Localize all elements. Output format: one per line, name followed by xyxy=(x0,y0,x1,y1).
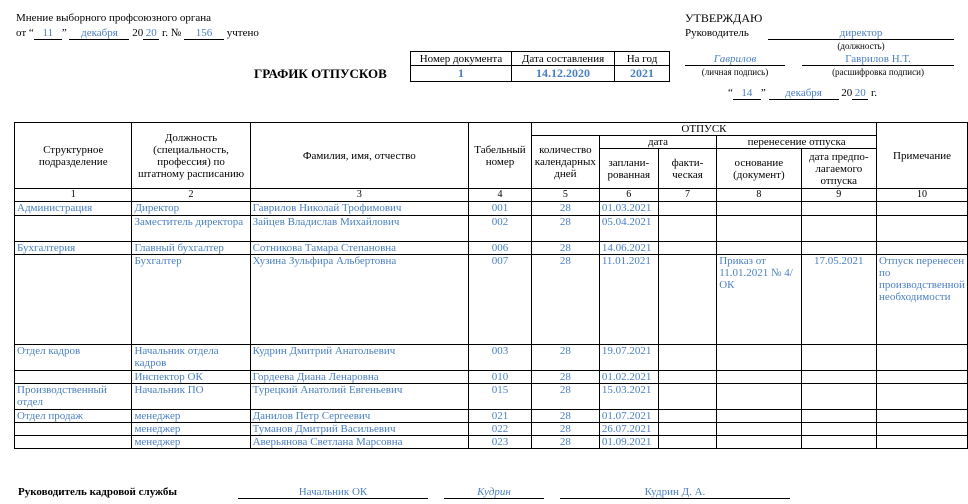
header-name: Фамилия, имя, отчество xyxy=(250,123,468,189)
cell-position: Заместитель директора xyxy=(132,216,250,242)
column-number: 4 xyxy=(469,189,532,202)
cell-tab: 003 xyxy=(469,345,532,371)
header-dept: Структурное подразделение xyxy=(15,123,132,189)
approve-name-caption: (расшифровка подписи) xyxy=(832,67,924,77)
cell-position: менеджер xyxy=(132,410,250,423)
cell-reason xyxy=(717,436,801,449)
cell-expected: 17.05.2021 xyxy=(801,255,877,345)
cell-dept: Производственный отдел xyxy=(15,384,132,410)
header-tab: Табельный номер xyxy=(469,123,532,189)
cell-dept xyxy=(15,436,132,449)
footer-signature: Кудрин xyxy=(444,486,544,499)
cell-position: менеджер xyxy=(132,423,250,436)
cell-name: Зайцев Владислав Михайлович xyxy=(250,216,468,242)
doc-date: 14.12.2020 xyxy=(512,66,615,82)
cell-dept: Отдел кадров xyxy=(15,345,132,371)
cell-actual xyxy=(658,242,716,255)
approve-title: УТВЕРЖДАЮ xyxy=(685,11,763,25)
from-label: от xyxy=(16,27,27,39)
column-number: 2 xyxy=(132,189,250,202)
approve-date: “ 14 ” декабря 20 20 г. xyxy=(728,87,878,99)
cell-planned: 19.07.2021 xyxy=(599,345,658,371)
cell-note xyxy=(877,410,968,423)
column-number: 1 xyxy=(15,189,132,202)
cell-days: 28 xyxy=(531,202,599,216)
cell-note xyxy=(877,436,968,449)
approve-name: Гаврилов Н.Т. xyxy=(802,53,954,66)
cell-name: Данилов Петр Сергеевич xyxy=(250,410,468,423)
cell-name: Турецкий Анатолий Евгеньевич xyxy=(250,384,468,410)
cell-planned: 01.07.2021 xyxy=(599,410,658,423)
cell-days: 28 xyxy=(531,410,599,423)
approve-head-label: Руководитель xyxy=(685,27,749,39)
cell-expected xyxy=(801,384,877,410)
cell-note xyxy=(877,202,968,216)
approve-day: 14 xyxy=(733,87,761,100)
table-row xyxy=(15,410,968,423)
cell-actual xyxy=(658,384,716,410)
table-row xyxy=(15,436,968,449)
cell-expected xyxy=(801,216,877,242)
cell-actual xyxy=(658,436,716,449)
cell-days: 28 xyxy=(531,242,599,255)
cell-position: Директор xyxy=(132,202,250,216)
cell-actual xyxy=(658,255,716,345)
cell-expected xyxy=(801,242,877,255)
cell-dept: Отдел продаж xyxy=(15,410,132,423)
opinion-taken: учтено xyxy=(226,27,259,39)
approve-year-prefix: 20 xyxy=(841,87,853,99)
cell-planned: 11.01.2021 xyxy=(599,255,658,345)
cell-position: Инспектор ОК xyxy=(132,371,250,384)
cell-reason xyxy=(717,216,801,242)
column-number: 8 xyxy=(717,189,801,202)
opinion-year-suffix: 20 xyxy=(143,27,159,40)
cell-note xyxy=(877,242,968,255)
cell-position: Начальник отдела кадров xyxy=(132,345,250,371)
approve-year-suffix: 20 xyxy=(852,87,868,100)
column-numbers-row xyxy=(15,189,968,202)
cell-expected xyxy=(801,410,877,423)
cell-dept xyxy=(15,216,132,242)
cell-actual xyxy=(658,371,716,384)
cell-position: Главный бухгалтер xyxy=(132,242,250,255)
cell-days: 28 xyxy=(531,255,599,345)
approve-position: директор xyxy=(768,27,954,40)
cell-reason xyxy=(717,202,801,216)
column-number: 6 xyxy=(599,189,658,202)
cell-planned: 15.03.2021 xyxy=(599,384,658,410)
header-planned: заплани-рованная xyxy=(599,149,658,189)
cell-dept xyxy=(15,371,132,384)
table-row xyxy=(15,216,968,242)
cell-reason: Приказ от 11.01.2021 № 4/ОК xyxy=(717,255,801,345)
approve-signature-caption: (личная подпись) xyxy=(701,67,769,77)
cell-position: Бухгалтер xyxy=(132,255,250,345)
cell-reason xyxy=(717,345,801,371)
opinion-no-label: № xyxy=(170,27,182,39)
document-info-box xyxy=(410,51,670,82)
opinion-day: 11 xyxy=(34,27,62,40)
cell-tab: 010 xyxy=(469,371,532,384)
cell-planned: 01.03.2021 xyxy=(599,202,658,216)
cell-actual xyxy=(658,345,716,371)
cell-note xyxy=(877,423,968,436)
cell-tab: 006 xyxy=(469,242,532,255)
header-vacation: ОТПУСК xyxy=(531,123,876,136)
cell-expected xyxy=(801,345,877,371)
cell-actual xyxy=(658,423,716,436)
cell-reason xyxy=(717,410,801,423)
cell-days: 28 xyxy=(531,216,599,242)
cell-note xyxy=(877,371,968,384)
cell-days: 28 xyxy=(531,371,599,384)
cell-tab: 001 xyxy=(469,202,532,216)
header-transfer: перенесение отпуска xyxy=(717,136,877,149)
vacation-schedule-table xyxy=(14,122,968,449)
cell-actual xyxy=(658,410,716,423)
cell-planned: 01.02.2021 xyxy=(599,371,658,384)
cell-planned: 14.06.2021 xyxy=(599,242,658,255)
doc-year: 2021 xyxy=(615,66,670,82)
cell-reason xyxy=(717,423,801,436)
opinion-month: декабря xyxy=(69,27,129,40)
header-note: Примечание xyxy=(877,123,968,189)
approve-position-caption: (должность) xyxy=(837,41,885,51)
cell-planned: 01.09.2021 xyxy=(599,436,658,449)
table-row xyxy=(15,384,968,410)
cell-expected xyxy=(801,423,877,436)
cell-name: Аверьянова Светлана Марсовна xyxy=(250,436,468,449)
cell-name: Гордеева Диана Ленаровна xyxy=(250,371,468,384)
cell-note xyxy=(877,384,968,410)
column-number: 3 xyxy=(250,189,468,202)
table-row xyxy=(15,423,968,436)
cell-name: Кудрин Дмитрий Анатольевич xyxy=(250,345,468,371)
cell-tab: 002 xyxy=(469,216,532,242)
opinion-year-prefix: 20 xyxy=(132,27,144,39)
cell-reason xyxy=(717,242,801,255)
cell-name: Сотникова Тамара Степановна xyxy=(250,242,468,255)
column-number: 9 xyxy=(801,189,877,202)
opinion-year-label: г. xyxy=(161,27,168,39)
opinion-number: 156 xyxy=(184,27,224,40)
cell-tab: 021 xyxy=(469,410,532,423)
approve-month: декабря xyxy=(769,87,839,100)
table-row xyxy=(15,345,968,371)
cell-dept: Бухгалтерия xyxy=(15,242,132,255)
cell-actual xyxy=(658,202,716,216)
cell-dept: Администрация xyxy=(15,202,132,216)
cell-actual xyxy=(658,216,716,242)
union-opinion-date: от “ 11 ” декабря 20 20 г. № 156 учтено xyxy=(16,27,259,39)
header-position: Должность (специальность, профессия) по штатному расписанию xyxy=(132,123,250,189)
cell-days: 28 xyxy=(531,345,599,371)
header-date: дата xyxy=(599,136,716,149)
cell-planned: 05.04.2021 xyxy=(599,216,658,242)
cell-expected xyxy=(801,371,877,384)
cell-position: Начальник ПО xyxy=(132,384,250,410)
cell-planned: 26.07.2021 xyxy=(599,423,658,436)
cell-reason xyxy=(717,384,801,410)
cell-tab: 007 xyxy=(469,255,532,345)
cell-days: 28 xyxy=(531,436,599,449)
footer-name: Кудрин Д. А. xyxy=(560,486,790,499)
approve-year-label: г. xyxy=(871,87,878,99)
doc-date-header: Дата составления xyxy=(512,52,615,66)
doc-number-header: Номер документа xyxy=(411,52,512,66)
cell-name: Хузина Зульфира Альбертовна xyxy=(250,255,468,345)
document-title: ГРАФИК ОТПУСКОВ xyxy=(254,66,387,81)
doc-number: 1 xyxy=(411,66,512,82)
header-expected: дата предпо-лагаемого отпуска xyxy=(801,149,877,189)
cell-name: Гаврилов Николай Трофимович xyxy=(250,202,468,216)
column-number: 7 xyxy=(658,189,716,202)
cell-note xyxy=(877,216,968,242)
cell-tab: 015 xyxy=(469,384,532,410)
table-row xyxy=(15,242,968,255)
cell-reason xyxy=(717,371,801,384)
cell-note xyxy=(877,345,968,371)
table-row xyxy=(15,255,968,345)
header-reason: основание (документ) xyxy=(717,149,801,189)
cell-expected xyxy=(801,436,877,449)
table-row xyxy=(15,371,968,384)
approve-signature: Гаврилов xyxy=(685,53,785,66)
header-days: количество календарных дней xyxy=(531,136,599,189)
cell-note: Отпуск перенесен по производственной необходимости xyxy=(877,255,968,345)
cell-tab: 022 xyxy=(469,423,532,436)
cell-position: менеджер xyxy=(132,436,250,449)
column-number: 10 xyxy=(877,189,968,202)
header-actual: факти-ческая xyxy=(658,149,716,189)
cell-days: 28 xyxy=(531,384,599,410)
table-row xyxy=(15,202,968,216)
footer-label: Руководитель кадровой службы xyxy=(18,486,177,498)
column-number: 5 xyxy=(531,189,599,202)
cell-expected xyxy=(801,202,877,216)
cell-name: Туманов Дмитрий Васильевич xyxy=(250,423,468,436)
cell-dept xyxy=(15,255,132,345)
doc-year-header: На год xyxy=(615,52,670,66)
footer-position: Начальник ОК xyxy=(238,486,428,499)
union-opinion-title: Мнение выборного профсоюзного органа xyxy=(16,12,212,24)
cell-dept xyxy=(15,423,132,436)
cell-days: 28 xyxy=(531,423,599,436)
cell-tab: 023 xyxy=(469,436,532,449)
